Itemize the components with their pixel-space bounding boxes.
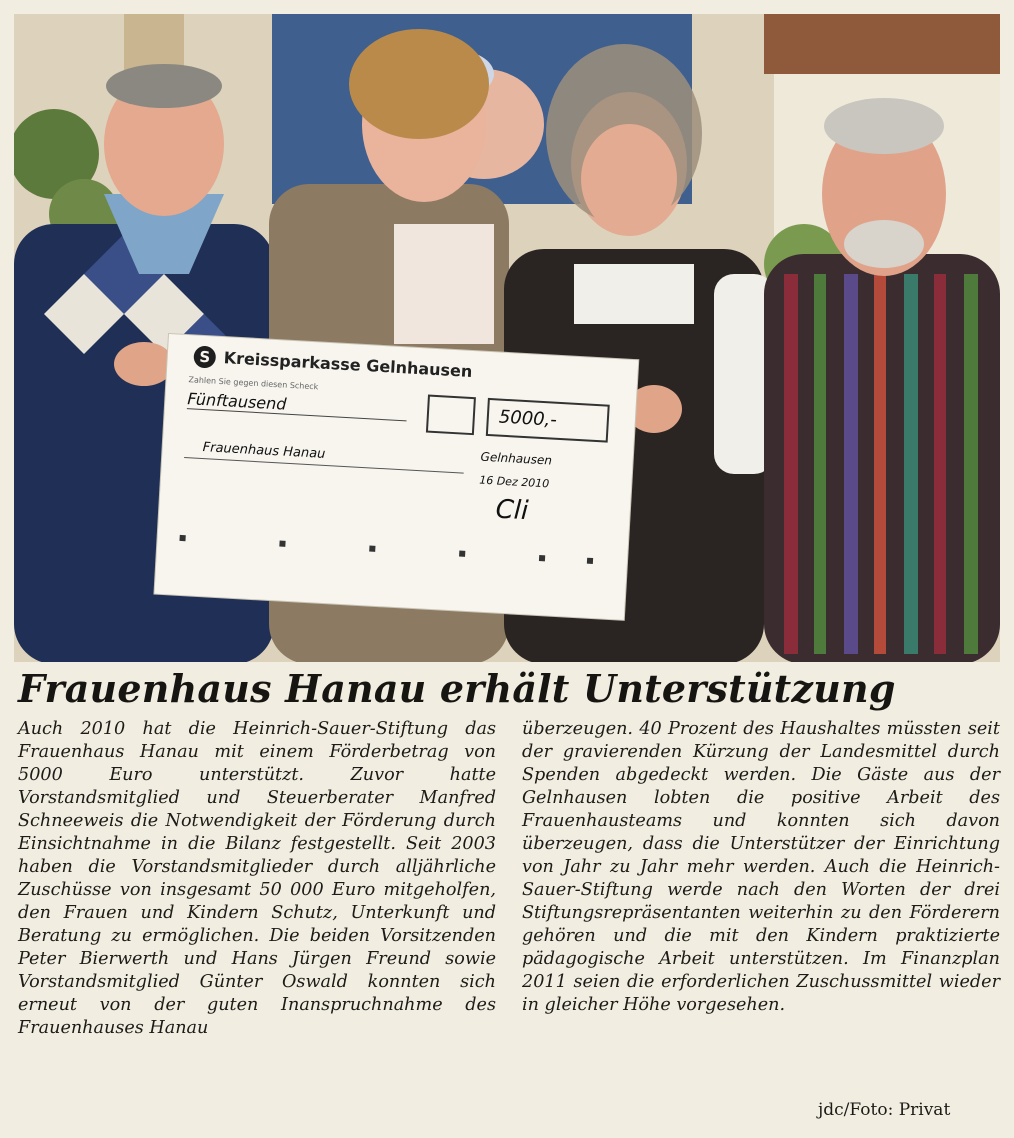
cheque-signature: Cli bbox=[494, 494, 530, 527]
bank-name: Kreissparkasse Gelnhausen bbox=[223, 348, 473, 381]
article-text-left: Auch 2010 hat die Heinrich-Sauer-Stiftung das Frauenhaus Hanau mit einem Förderbetrag von 5000 Euro unterstützt. Zuvor hatte Vorstandsmitglied und Steuerberater Manfred Schneeweis die Notwendigkeit der Förderung durch Einsichtnahme in die Bilanz festgestellt. Seit 2003 haben die Vorstandsmitglieder durch alljährliche Zuschüsse von insgesamt 50 000 Euro mitgeholfen, den Frauen und Kindern Schutz, Unterkunft und Beratung zu ermöglichen. Die beiden Vorsitzenden Peter Bierwerth und Hans Jürgen Freund sowie Vorstandsmitglied Günter Oswald konnten sich erneut von der guten Inanspruchnahme des Frauenhauses Hanau bbox=[18, 719, 496, 1038]
article-photo bbox=[14, 14, 1000, 662]
donation-cheque bbox=[154, 334, 638, 620]
cheque-code-marks bbox=[179, 535, 599, 564]
cheque-small-print: Zahlen Sie gegen diesen Scheck bbox=[188, 375, 319, 392]
sparkasse-logo-icon: S bbox=[193, 345, 216, 368]
cheque-box-blank bbox=[426, 395, 476, 436]
cheque-date: 16 Dez 2010 bbox=[478, 473, 550, 491]
article-column-right bbox=[522, 718, 1000, 1017]
photo-credit: jdc/Foto: Privat bbox=[818, 1100, 951, 1120]
amount-in-figures: 5000,- bbox=[498, 406, 558, 431]
article-text-right: überzeugen. 40 Prozent des Haushaltes müssten seit der gravierenden Kürzung der Landesmittel durch Spenden abgedeckt werden. Die Gäste aus der Gelnhausen lobten die positive Arbeit des Frauenhausteams und konnten sich davon überzeugen, dass die Unterstützer der Einrichtung von Jahr zu Jahr mehr werden. Auch die Heinrich-Sauer-Stiftung werde nach den Worten der drei Stiftungsrepräsentanten weiterhin zu den Förderern gehören und die mit den Kindern praktizierte pädagogische Arbeit unterstützen. Im Finanzplan 2011 seien die erforderlichen Zuschussmittel wieder in gleicher Höhe vorgesehen. bbox=[522, 719, 1000, 1015]
cheque-payee: Frauenhaus Hanau bbox=[202, 440, 326, 462]
article-column-left bbox=[18, 718, 496, 1040]
article-headline: Frauenhaus Hanau erhält Unterstützung bbox=[18, 666, 896, 711]
cheque-place: Gelnhausen bbox=[480, 449, 553, 468]
amount-in-words: Fünftausend bbox=[187, 389, 408, 421]
